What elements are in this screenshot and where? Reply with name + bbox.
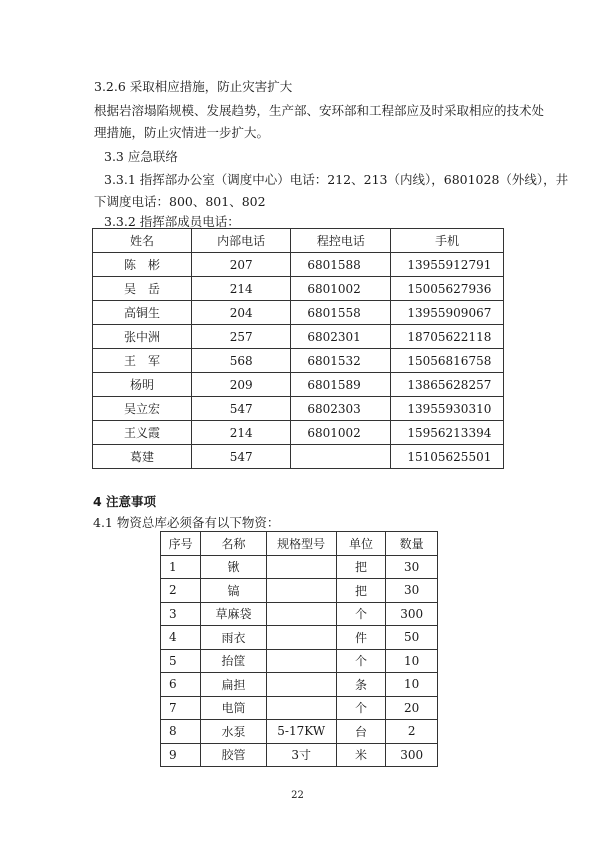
page-number: 22 <box>291 790 304 801</box>
cell-item-name: 扁担 <box>201 673 267 697</box>
table-row <box>93 397 504 421</box>
col-header-mobile: 手机 <box>391 229 504 253</box>
col-header-internal-phone: 内部电话 <box>191 229 290 253</box>
cell-name: 高铜生 <box>93 301 192 325</box>
cell-internal-phone: 214 <box>191 277 290 301</box>
cell-mobile: 15956213394 <box>391 421 504 445</box>
cell-spec <box>266 579 336 603</box>
cell-program-phone: 6801588 <box>291 253 391 277</box>
cell-quantity: 10 <box>386 649 438 673</box>
cell-mobile: 13955909067 <box>391 301 504 325</box>
section-3-2-6-title: 3.2.6 采取相应措施，防止灾害扩大 <box>94 79 293 94</box>
cell-unit: 台 <box>336 720 386 744</box>
table-row <box>93 301 504 325</box>
table-row <box>161 602 438 626</box>
cell-program-phone: 6801002 <box>291 421 391 445</box>
table-row <box>161 696 438 720</box>
cell-item-name: 胶管 <box>201 743 267 767</box>
cell-internal-phone: 547 <box>191 445 290 469</box>
table-row <box>161 649 438 673</box>
cell-index: 8 <box>161 720 201 744</box>
cell-program-phone: 6802301 <box>291 325 391 349</box>
cell-index: 6 <box>161 673 201 697</box>
cell-program-phone: 6801558 <box>291 301 391 325</box>
contacts-header-row <box>93 229 504 253</box>
col-header-program-phone: 程控电话 <box>291 229 391 253</box>
section-3-2-6-body-line1: 根据岩溶塌陷规模、发展趋势，生产部、安环部和工程部应及时采取相应的技术处 <box>94 103 545 118</box>
cell-index: 7 <box>161 696 201 720</box>
cell-mobile: 15056816758 <box>391 349 504 373</box>
cell-spec <box>266 696 336 720</box>
cell-item-name: 草麻袋 <box>201 602 267 626</box>
cell-quantity: 2 <box>386 720 438 744</box>
cell-spec <box>266 649 336 673</box>
table-row <box>93 325 504 349</box>
cell-quantity: 10 <box>386 673 438 697</box>
cell-unit: 把 <box>336 555 386 579</box>
cell-name: 葛建 <box>93 445 192 469</box>
col-header-name: 姓名 <box>93 229 192 253</box>
cell-unit: 件 <box>336 626 386 650</box>
cell-internal-phone: 257 <box>191 325 290 349</box>
cell-spec <box>266 602 336 626</box>
section-3-3-1-line1: 3.3.1 指挥部办公室（调度中心）电话：212、213（内线），6801028（外线），井 <box>104 172 569 187</box>
cell-index: 9 <box>161 743 201 767</box>
cell-internal-phone: 207 <box>191 253 290 277</box>
cell-spec <box>266 626 336 650</box>
cell-index: 2 <box>161 579 201 603</box>
cell-name: 张中洲 <box>93 325 192 349</box>
cell-unit: 个 <box>336 649 386 673</box>
section-3-3-2-title: 3.3.2 指挥部成员电话： <box>104 214 240 229</box>
cell-index: 4 <box>161 626 201 650</box>
cell-internal-phone: 209 <box>191 373 290 397</box>
cell-name: 王 军 <box>93 349 192 373</box>
cell-unit: 条 <box>336 673 386 697</box>
cell-quantity: 30 <box>386 579 438 603</box>
cell-quantity: 30 <box>386 555 438 579</box>
materials-header-row <box>161 532 438 556</box>
cell-program-phone <box>291 445 391 469</box>
section-3-3-1-line2: 下调度电话：800、801、802 <box>94 194 266 209</box>
cell-unit: 个 <box>336 696 386 720</box>
cell-item-name: 镐 <box>201 579 267 603</box>
cell-mobile: 13865628257 <box>391 373 504 397</box>
col-header-spec: 规格型号 <box>266 532 336 556</box>
table-row <box>93 253 504 277</box>
table-row <box>161 626 438 650</box>
cell-index: 3 <box>161 602 201 626</box>
cell-unit: 个 <box>336 602 386 626</box>
table-row <box>161 673 438 697</box>
cell-unit: 把 <box>336 579 386 603</box>
cell-item-name: 电筒 <box>201 696 267 720</box>
table-row <box>93 349 504 373</box>
cell-quantity: 50 <box>386 626 438 650</box>
cell-mobile: 13955912791 <box>391 253 504 277</box>
table-row <box>161 743 438 767</box>
cell-internal-phone: 568 <box>191 349 290 373</box>
cell-item-name: 水泵 <box>201 720 267 744</box>
section-4-title: 4 注意事项 <box>93 494 157 509</box>
cell-mobile: 15005627936 <box>391 277 504 301</box>
col-header-unit: 单位 <box>336 532 386 556</box>
cell-quantity: 300 <box>386 743 438 767</box>
cell-quantity: 20 <box>386 696 438 720</box>
cell-mobile: 15105625501 <box>391 445 504 469</box>
cell-item-name: 抬筐 <box>201 649 267 673</box>
cell-name: 吴 岳 <box>93 277 192 301</box>
cell-spec <box>266 673 336 697</box>
cell-internal-phone: 547 <box>191 397 290 421</box>
table-row <box>93 373 504 397</box>
cell-name: 杨明 <box>93 373 192 397</box>
cell-internal-phone: 214 <box>191 421 290 445</box>
col-header-item-name: 名称 <box>201 532 267 556</box>
cell-spec <box>266 555 336 579</box>
cell-item-name: 锹 <box>201 555 267 579</box>
table-row <box>161 579 438 603</box>
table-row <box>93 421 504 445</box>
cell-index: 1 <box>161 555 201 579</box>
table-row <box>93 277 504 301</box>
col-header-index: 序号 <box>161 532 201 556</box>
table-row <box>161 555 438 579</box>
cell-item-name: 雨衣 <box>201 626 267 650</box>
cell-name: 王义霞 <box>93 421 192 445</box>
cell-name: 陈 彬 <box>93 253 192 277</box>
materials-table <box>160 531 438 767</box>
cell-program-phone: 6801532 <box>291 349 391 373</box>
cell-unit: 米 <box>336 743 386 767</box>
section-4-1-title: 4.1 物资总库必须备有以下物资： <box>93 515 280 530</box>
cell-mobile: 18705622118 <box>391 325 504 349</box>
table-row <box>93 445 504 469</box>
table-row <box>161 720 438 744</box>
cell-mobile: 13955930310 <box>391 397 504 421</box>
cell-quantity: 300 <box>386 602 438 626</box>
section-3-2-6-body-line2: 理措施，防止灾情进一步扩大。 <box>94 125 270 140</box>
cell-program-phone: 6802303 <box>291 397 391 421</box>
cell-spec: 3寸 <box>266 743 336 767</box>
cell-program-phone: 6801589 <box>291 373 391 397</box>
cell-internal-phone: 204 <box>191 301 290 325</box>
cell-spec: 5-17KW <box>266 720 336 744</box>
cell-name: 吴立宏 <box>93 397 192 421</box>
contacts-table <box>92 228 504 469</box>
col-header-quantity: 数量 <box>386 532 438 556</box>
cell-program-phone: 6801002 <box>291 277 391 301</box>
cell-index: 5 <box>161 649 201 673</box>
section-3-3-title: 3.3 应急联络 <box>104 149 178 164</box>
